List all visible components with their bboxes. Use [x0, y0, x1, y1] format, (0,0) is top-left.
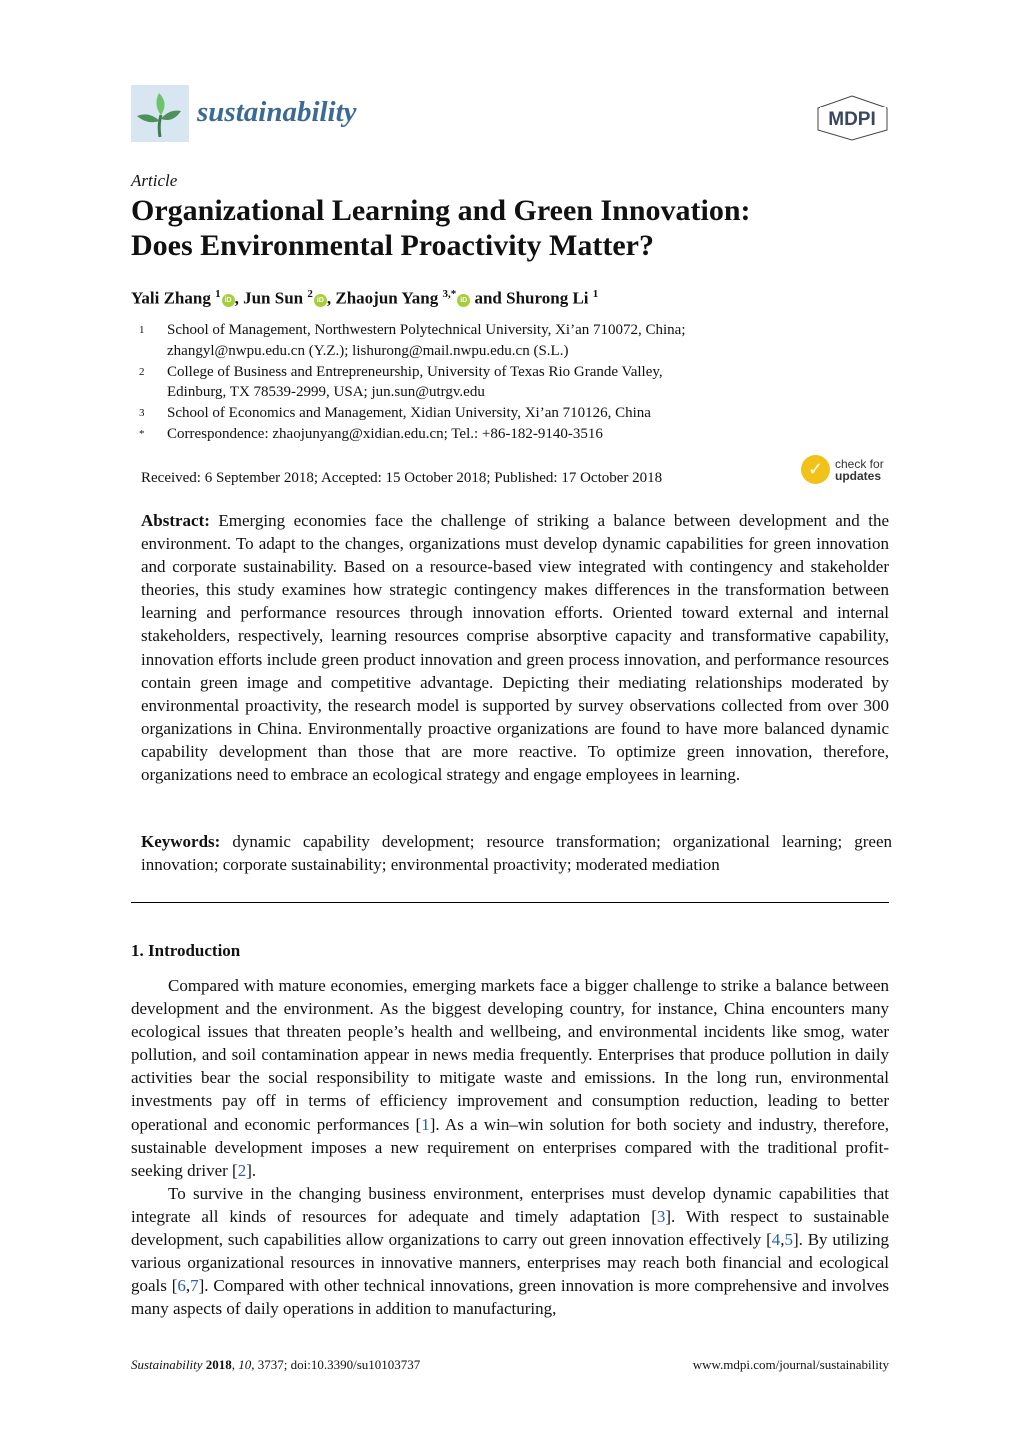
updates-label: updates [835, 468, 882, 483]
affiliation-text [167, 362, 663, 404]
paragraph-text: ]. [246, 1160, 257, 1180]
author-affiliation-sup: 3,* [442, 288, 457, 300]
affiliation [131, 320, 686, 362]
paragraph-text: ]. By utilizing various organizational resources in innovative manners, enterprises may reach both financial and ecological goals [ [131, 1230, 889, 1296]
affiliation-line: School of Management, Northwestern Polytechnical University, Xi’an 710072, China; [167, 322, 686, 338]
paragraph-text: ]. Compared with other technical innovations, green innovation is more comprehensive and involves many aspects of daily operations in addition to manufacturing, [131, 1276, 890, 1319]
divider [131, 902, 889, 903]
author-name: Shurong Li [506, 288, 589, 308]
affiliation-text [167, 320, 686, 362]
citation-footer: Sustainability 2018, 10, 3737; doi:10.3390/su10103737 [131, 1357, 421, 1372]
paragraph-text: Compared with mature economies, emerging markets face a bigger challenge to strike a balance between development and the environment. As the biggest developing country, for instance, China encounters many ecological issues that threaten people’s health and wellbeing, and environmental incidents like smog, water pollution, and soil contamination appear in news media frequently. Enterprises that produce pollution in daily activities bear the social responsibility to mitigate waste and emissions. In the long run, environmental investments pay off in terms of efficiency improvement and consumption reduction, leading to better operational and economic performances [ [131, 976, 889, 1134]
affiliation-number: 2 [139, 365, 145, 378]
abstract-label: Abstract: [141, 511, 210, 530]
affiliation-line: School of Economics and Management, Xidian University, Xi’an 710126, China [167, 405, 651, 422]
orcid-icon[interactable]: iD [222, 294, 235, 307]
orcid-icon[interactable]: iD [457, 294, 470, 307]
affiliation [131, 424, 686, 445]
citation-link[interactable]: 7 [190, 1276, 199, 1296]
affiliation-number: * [139, 427, 145, 440]
keywords-label: Keywords: [141, 832, 221, 851]
keywords [141, 830, 892, 876]
journal-name: sustainability [197, 96, 357, 128]
citation-link[interactable]: 3 [656, 1206, 666, 1226]
affiliation [131, 403, 686, 424]
author-affiliation-sup: 1 [215, 288, 221, 300]
affiliation-number: 1 [139, 324, 145, 336]
title-line: Does Environmental Proactivity Matter? [131, 229, 654, 262]
checkmark-icon: ✓ [801, 455, 830, 484]
author-separator: , [326, 288, 336, 308]
article-type: Article [131, 171, 178, 190]
affiliation-line: College of Business and Entrepreneurship, University of Texas Rio Grande Valley, [167, 363, 663, 380]
abstract [141, 509, 889, 786]
footer-year: 2018 [205, 1357, 232, 1372]
paragraph-text: To survive in the changing business environment, enterprises must develop dynamic capabilities that integrate all kinds of resources for adequate and timely adaptation [ [131, 1183, 889, 1226]
paragraph-text: ]. As a win–win solution for both society and industry, therefore, sustainable development imposes a new requirement on enterprises compared with the traditional profit-seeking driver [ [131, 1114, 889, 1180]
introduction-body [131, 974, 889, 1320]
paragraph [131, 974, 889, 1182]
author-list [131, 288, 598, 309]
section-heading: 1. Introduction [131, 941, 241, 960]
footer-journal: Sustainability [131, 1357, 203, 1372]
check-label: check for [835, 456, 884, 471]
author-name: Zhaojun Yang [335, 288, 439, 308]
paragraph [131, 1182, 889, 1321]
footer-doi: , 3737; doi:10.3390/su10103737 [251, 1357, 421, 1372]
paper-title [131, 193, 891, 263]
citation-link[interactable]: 1 [421, 1114, 430, 1134]
affiliation [131, 362, 686, 404]
footer-volume: 10 [238, 1357, 252, 1372]
citation-link[interactable]: 6 [177, 1276, 186, 1296]
check-for-updates-badge[interactable] [801, 455, 884, 484]
paragraph-text: ]. With respect to sustainable development, such capabilities allow organizations to carry out green innovation effectively [ [131, 1206, 890, 1250]
journal-url[interactable]: www.mdpi.com/journal/sustainability [692, 1357, 889, 1372]
affiliation-line: Edinburg, TX 78539-2999, USA; jun.sun@utrgv.edu [167, 384, 485, 401]
publication-dates: Received: 6 September 2018; Accepted: 15 October 2018; Published: 17 October 2018 [141, 470, 663, 486]
paragraph-text: , [780, 1230, 785, 1250]
author-name: Yali Zhang [131, 288, 211, 308]
author-affiliation-sup: 1 [592, 288, 599, 300]
citation-link[interactable]: 5 [784, 1230, 793, 1250]
affiliation-text [167, 403, 651, 424]
svg-text:MDPI: MDPI [828, 109, 876, 130]
author-name: Jun Sun [243, 288, 304, 308]
journal-logo [131, 85, 189, 142]
affiliation-line: zhangyl@nwpu.edu.cn (Y.Z.); lishurong@mail.nwpu.edu.cn (S.L.) [167, 342, 569, 359]
keywords-text: dynamic capability development; resource transformation; organizational learning; green innovation; corporate sustainability; environmental proactivity; moderated mediation [141, 832, 893, 875]
title-line: Organizational Learning and Green Innovation: [131, 194, 751, 227]
author-separator: , [234, 288, 244, 308]
paragraph-text: , [185, 1276, 191, 1296]
affiliation-text [167, 424, 603, 445]
abstract-text: Emerging economies face the challenge of striking a balance between development and the environment. To adapt to the changes, organizations must develop dynamic capabilities for green innovation and corporate sustainability. Based on a resource-based view integrated with contingency and stakeholder theories, this study examines how strategic contingency makes differences in the transformation between learning and performance resources through innovation efforts. Oriented toward external and internal stakeholders, respectively, learning resources comprise absorptive capacity and transformative capability, innovation efforts include green product innovation and green process innovation, and performance resources contain green image and competitive advantage. Depicting their mediating relationships moderated by environmental proactivity, the research model is supported by survey observations collected from over 300 organizations in China. Environmentally proactive organizations are found to have more balanced dynamic capability development than those that are more reactive. To optimize green innovation, therefore, organizations need to embrace an ecological strategy and engage employees in learning. [141, 511, 890, 785]
author-affiliation-sup: 2 [307, 288, 313, 300]
author-separator: and [470, 288, 507, 308]
mdpi-logo [815, 94, 890, 142]
affiliation-line: Correspondence: zhaojunyang@xidian.edu.cn; Tel.: +86-182-9140-3516 [167, 425, 603, 442]
orcid-icon[interactable]: iD [314, 294, 327, 307]
affiliation-number: 3 [139, 407, 145, 420]
citation-link[interactable]: 2 [237, 1160, 247, 1180]
citation-link[interactable]: 4 [771, 1230, 781, 1250]
affiliations [131, 320, 686, 445]
